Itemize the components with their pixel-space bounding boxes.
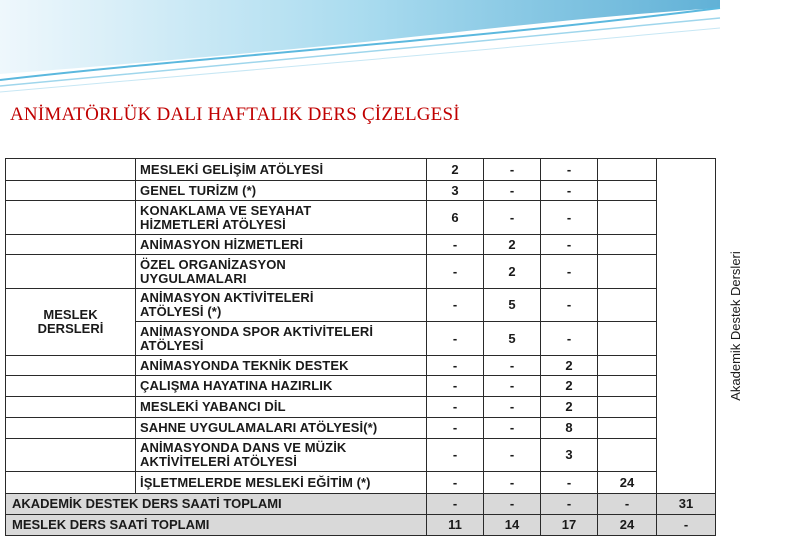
cell-value: - xyxy=(541,289,598,322)
table-row xyxy=(6,255,716,289)
group-cell-spacer xyxy=(6,181,136,201)
course-name: GENEL TURİZM (*) xyxy=(136,181,427,201)
course-name: ANİMASYONDA TEKNİK DESTEK xyxy=(136,356,427,376)
cell-value xyxy=(598,235,657,255)
group-label: DERSLERİ xyxy=(37,321,104,336)
cell-value: - xyxy=(541,322,598,356)
group-cell-spacer xyxy=(6,472,136,494)
table-row xyxy=(6,439,716,472)
cell-value: 6 xyxy=(427,201,484,235)
course-name: İŞLETMELERDE MESLEKİ EĞİTİM (*) xyxy=(136,472,427,494)
cell-value: - xyxy=(484,356,541,376)
cell-value: - xyxy=(427,255,484,289)
total-value: 14 xyxy=(484,515,541,536)
table-row xyxy=(6,472,716,494)
table-row xyxy=(6,356,716,376)
cell-value: 8 xyxy=(541,418,598,439)
course-name: ANİMASYON HİZMETLERİ xyxy=(136,235,427,255)
vertical-label: Akademik Destek Dersleri xyxy=(727,251,743,401)
cell-value: - xyxy=(427,472,484,494)
cell-value: 3 xyxy=(541,439,598,472)
page-title: ANİMATÖRLÜK DALI HAFTALIK DERS ÇİZELGESİ xyxy=(10,104,460,125)
course-name: KONAKLAMA VE SEYAHAT HİZMETLERİ ATÖLYESİ xyxy=(136,201,427,235)
group-label-cell xyxy=(6,289,136,356)
cell-value: - xyxy=(427,397,484,418)
total-value: - xyxy=(598,494,657,515)
cell-value: 5 xyxy=(484,289,541,322)
group-cell-spacer xyxy=(6,235,136,255)
total-label: MESLEK DERS SAATİ TOPLAMI xyxy=(6,515,427,536)
cell-value xyxy=(598,181,657,201)
cell-value: - xyxy=(484,397,541,418)
cell-value: 2 xyxy=(484,235,541,255)
cell-value xyxy=(598,397,657,418)
table-row xyxy=(6,289,716,322)
cell-value xyxy=(598,322,657,356)
table-row xyxy=(6,376,716,397)
cell-value: 5 xyxy=(484,322,541,356)
cell-value: - xyxy=(541,201,598,235)
total-value: 24 xyxy=(598,515,657,536)
table-row xyxy=(6,397,716,418)
cell-value: 2 xyxy=(541,397,598,418)
course-name: MESLEKİ GELİŞİM ATÖLYESİ xyxy=(136,159,427,181)
vertical-label-cell xyxy=(657,159,743,494)
total-value: 31 xyxy=(657,494,716,515)
cell-value: - xyxy=(484,376,541,397)
course-name: SAHNE UYGULAMALARI ATÖLYESİ(*) xyxy=(136,418,427,439)
cell-value: - xyxy=(484,418,541,439)
cell-value: 2 xyxy=(541,356,598,376)
course-name: ANİMASYONDA SPOR AKTİVİTELERİ ATÖLYESİ xyxy=(136,322,427,356)
cell-value: - xyxy=(541,472,598,494)
cell-value: 2 xyxy=(484,255,541,289)
cell-value xyxy=(598,418,657,439)
cell-value: - xyxy=(427,235,484,255)
ders-cizelgesi-table xyxy=(5,158,743,536)
cell-value: - xyxy=(541,235,598,255)
table-row xyxy=(6,418,716,439)
total-row-akademik xyxy=(6,494,716,515)
table-row xyxy=(6,181,716,201)
group-cell-spacer xyxy=(6,159,136,181)
total-value: - xyxy=(657,515,716,536)
table-row xyxy=(6,201,716,235)
cell-value: - xyxy=(427,289,484,322)
total-value: 11 xyxy=(427,515,484,536)
group-cell-spacer xyxy=(6,397,136,418)
cell-value: 2 xyxy=(541,376,598,397)
group-cell-spacer xyxy=(6,439,136,472)
cell-value xyxy=(598,201,657,235)
group-cell-spacer xyxy=(6,418,136,439)
total-value: - xyxy=(484,494,541,515)
cell-value xyxy=(598,255,657,289)
course-name: ANİMASYONDA DANS VE MÜZİK AKTİVİTELERİ ATÖLYESİ xyxy=(136,439,427,472)
course-name: ÇALIŞMA HAYATINA HAZIRLIK xyxy=(136,376,427,397)
group-label: MESLEK xyxy=(43,307,98,322)
group-cell-spacer xyxy=(6,376,136,397)
group-cell-spacer xyxy=(6,255,136,289)
group-cell-spacer xyxy=(6,356,136,376)
cell-value: 3 xyxy=(427,181,484,201)
course-name: ÖZEL ORGANİZASYON UYGULAMALARI xyxy=(136,255,427,289)
cell-value: - xyxy=(484,159,541,181)
cell-value: - xyxy=(484,472,541,494)
cell-value: - xyxy=(484,201,541,235)
decorative-wave-banner xyxy=(0,0,720,95)
course-name: ANİMASYON AKTİVİTELERİ ATÖLYESİ (*) xyxy=(136,289,427,322)
course-name: MESLEKİ YABANCI DİL xyxy=(136,397,427,418)
total-value: - xyxy=(541,494,598,515)
cell-value: - xyxy=(427,322,484,356)
cell-value: - xyxy=(484,439,541,472)
cell-value: - xyxy=(427,356,484,376)
total-value: - xyxy=(427,494,484,515)
total-row-meslek xyxy=(6,515,716,536)
cell-value: - xyxy=(541,255,598,289)
group-cell-spacer xyxy=(6,201,136,235)
cell-value xyxy=(598,289,657,322)
cell-value: - xyxy=(541,159,598,181)
total-label: AKADEMİK DESTEK DERS SAATİ TOPLAMI xyxy=(6,494,427,515)
cell-value: - xyxy=(484,181,541,201)
cell-value xyxy=(598,356,657,376)
cell-value xyxy=(598,159,657,181)
cell-value: - xyxy=(427,418,484,439)
cell-value: - xyxy=(427,439,484,472)
cell-value: 24 xyxy=(598,472,657,494)
cell-value: - xyxy=(541,181,598,201)
cell-value: 2 xyxy=(427,159,484,181)
table-row xyxy=(6,159,716,181)
cell-value xyxy=(598,439,657,472)
cell-value: - xyxy=(427,376,484,397)
table-row xyxy=(6,235,716,255)
cell-value xyxy=(598,376,657,397)
total-value: 17 xyxy=(541,515,598,536)
